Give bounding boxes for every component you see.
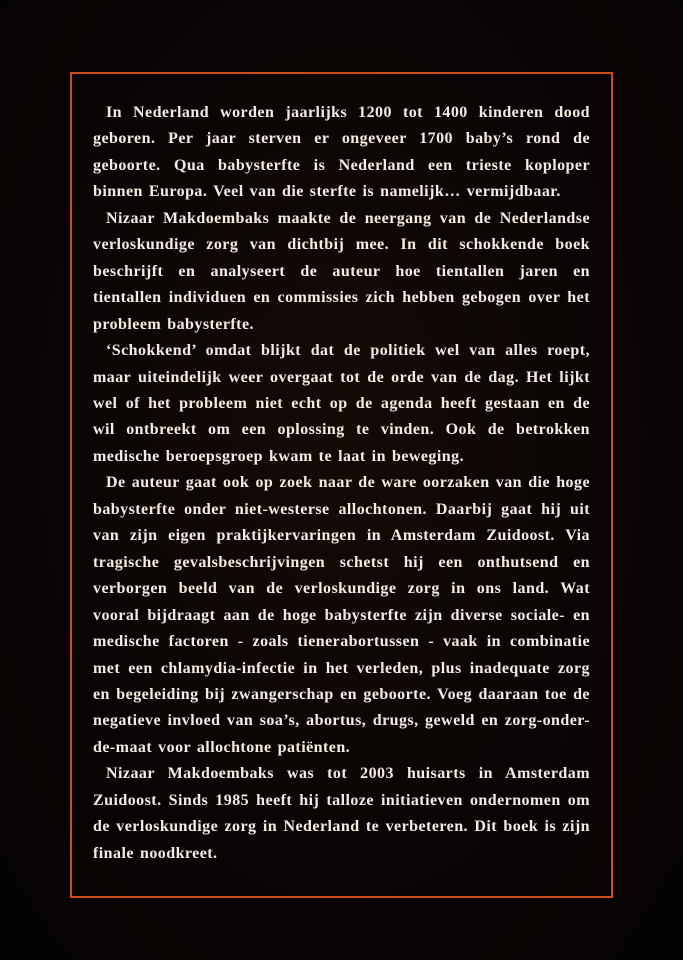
blurb-paragraph-5: Nizaar Makdoembaks was tot 2003 huisarts in Amsterdam Zuidoost. Sinds 1985 heeft hij talloze initiatieven ondernomen om de verloskundige zorg in Nederland te verbeteren. Dit boek is zijn finale noodkreet. <box>93 765 590 862</box>
blurb-paragraph-1: In Nederland worden jaarlijks 1200 tot 1400 kinderen dood geboren. Per jaar sterven er ongeveer 1700 baby’s rond de geboorte. Qua babysterfte is Nederland een trieste koploper binnen Europa. Veel van die sterfte is namelijk… vermijdbaar. <box>93 104 590 201</box>
blurb-text <box>93 100 590 867</box>
blurb-paragraph-3: ‘Schokkend’ omdat blijkt dat de politiek wel van alles roept, maar uiteindelijk weer overgaat tot de orde van de dag. Het lijkt wel of het probleem niet echt op de agenda heeft gestaan en de wil ontbreekt om een oplossing te vinden. Ook de betrokken medische beroepsgroep kwam te laat in beweging. <box>93 342 590 465</box>
blurb-paragraph-2: Nizaar Makdoembaks maakte de neergang van de Nederlandse verloskundige zorg van dichtbij mee. In dit schokkende boek beschrijft en analyseert de auteur hoe tientallen jaren en tientallen individuen en commissies zich hebben gebogen over het probleem babysterfte. <box>93 209 590 333</box>
blurb-paragraph-4: De auteur gaat ook op zoek naar de ware oorzaken van die hoge babysterfte onder niet-westerse allochtonen. Daarbij gaat hij uit van zijn eigen praktijkervaringen in Amsterdam Zuidoost. Via tragische gevalsbeschrijvingen schetst hij een onthutsend en verborgen beeld van de verloskundige zorg in ons land. Wat vooral bijdraagt aan de hoge babysterfte zijn diverse sociale- en medische factoren - zoals tienerabortussen - vaak in combinatie met een chlamydia-infectie in het verleden, plus inadequate zorg en begeleiding bij zwangerschap en geboorte. Voeg daaraan toe de negatieve invloed van soa’s, abortus, drugs, geweld en zorg-onder-de-maat voor allochtone patiënten. <box>93 474 590 756</box>
text-frame <box>70 72 613 898</box>
